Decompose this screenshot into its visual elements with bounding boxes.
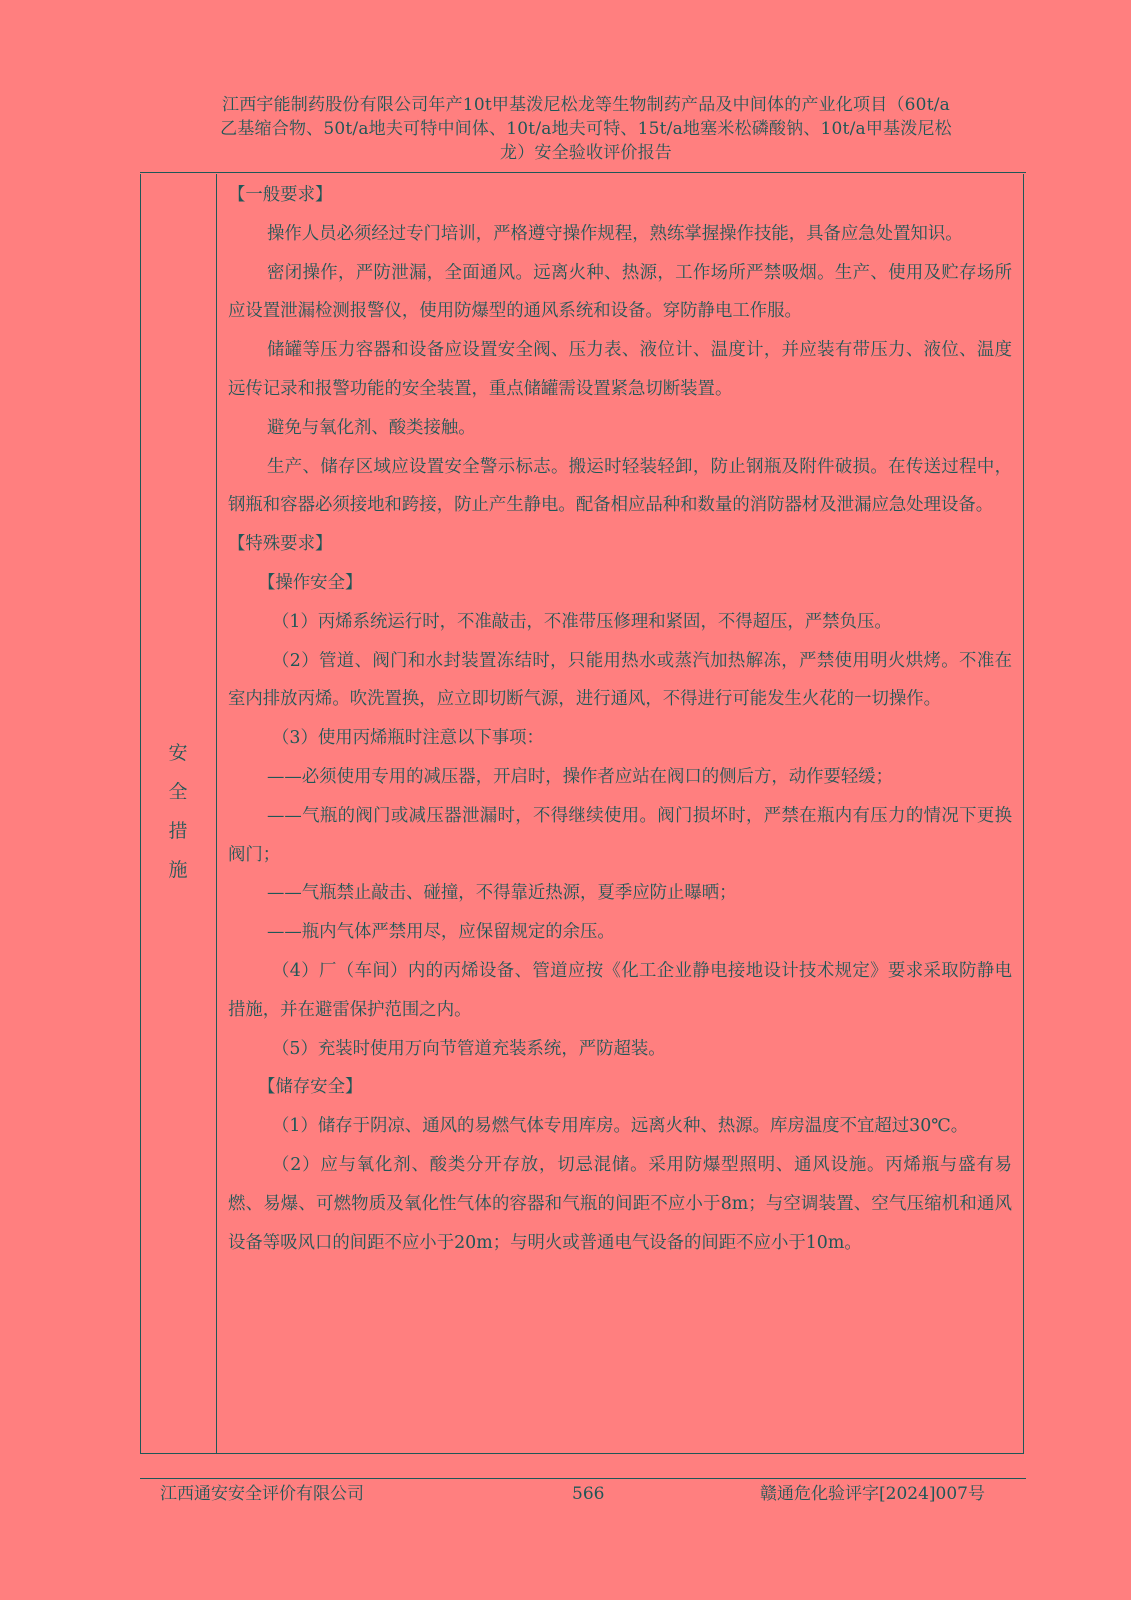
operation-safety-heading: 【操作安全】 (258, 572, 363, 593)
side-label-char: 施 (168, 859, 188, 881)
paragraph: 避免与氧化剂、酸类接触。 (267, 417, 476, 438)
general-requirements-heading: 【一般要求】 (228, 185, 333, 205)
paragraph: 储罐等压力容器和设备应设置安全阀、压力表、液位计、温度计，并应装有带压力、液位、温度远传记录和报警功能的安全装置，重点储罐需设置紧急切断装置。 (228, 340, 1012, 399)
header-title-line-3: 龙）安全验收评价报告 (500, 143, 672, 163)
paragraph: ——瓶内气体严禁用尽，应保留规定的余压。 (267, 922, 615, 943)
paragraph: （5）充装时使用万向节管道充装系统，严防超装。 (272, 1038, 666, 1059)
footer-document-number: 赣通危化验评字[2024]007号 (760, 1484, 985, 1504)
side-label-safety-measures (140, 734, 216, 890)
paragraph: ——必须使用专用的减压器，开启时，操作者应站在阀口的侧后方，动作要轻缓； (267, 766, 894, 787)
paragraph: （2）管道、阀门和水封装置冻结时，只能用热水或蒸汽加热解冻，严禁使用明火烘烤。不准在室内排放丙烯。吹洗置换，应立即切断气源，进行通风，不得进行可能发生火花的一切操作。 (228, 650, 1012, 710)
header-rule (140, 172, 1026, 173)
header-title-line-2: 乙基缩合物、50t/a地夫可特中间体、10t/a地夫可特、15t/a地塞米松磷酸钠、10t/a甲基泼尼松 (220, 119, 952, 139)
paragraph: ——气瓶禁止敲击、碰撞，不得靠近热源，夏季应防止曝晒； (267, 883, 737, 904)
special-requirements-heading: 【特殊要求】 (228, 534, 333, 555)
paragraph: 生产、储存区域应设置安全警示标志。搬运时轻装轻卸，防止钢瓶及附件破损。在传送过程中，钢瓶和容器必须接地和跨接，防止产生静电。配备相应品种和数量的消防器材及泄漏应急处理设备。 (228, 456, 1012, 516)
page-header (150, 93, 1022, 165)
paragraph: （3）使用丙烯瓶时注意以下事项： (272, 728, 544, 749)
footer-company: 江西通安安全评价有限公司 (160, 1484, 364, 1504)
paragraph: （1）储存于阴凉、通风的易燃气体专用库房。远离火种、热源。库房温度不宜超过30℃。 (272, 1116, 969, 1137)
side-label-char: 措 (168, 820, 188, 842)
paragraph: （1）丙烯系统运行时，不准敲击，不准带压修理和紧固，不得超压，严禁负压。 (272, 611, 892, 632)
paragraph: 操作人员必须经过专门培训，严格遵守操作规程，熟练掌握操作技能，具备应急处置知识。 (267, 223, 963, 244)
side-label-char: 安 (168, 742, 188, 764)
paragraph: ——气瓶的阀门或减压器泄漏时，不得继续使用。阀门损坏时，严禁在瓶内有压力的情况下更换阀门； (228, 805, 1012, 865)
storage-safety-heading: 【储存安全】 (258, 1077, 363, 1098)
page-number: 566 (572, 1484, 605, 1504)
footer-rule (140, 1478, 1026, 1479)
header-title-line-1: 江西宇能制药股份有限公司年产10t甲基泼尼松龙等生物制药产品及中间体的产业化项目（60t/a (222, 95, 950, 115)
paragraph: 密闭操作，严防泄漏，全面通风。远离火种、热源，工作场所严禁吸烟。生产、使用及贮存场所应设置泄漏检测报警仪，使用防爆型的通风系统和设备。穿防静电工作服。 (228, 262, 1012, 322)
paragraph: （4）厂（车间）内的丙烯设备、管道应按《化工企业静电接地设计技术规定》要求采取防静电措施，并在避雷保护范围之内。 (228, 960, 1012, 1020)
side-label-char: 全 (168, 781, 188, 803)
paragraph: （2）应与氧化剂、酸类分开存放，切忌混储。采用防爆型照明、通风设施。丙烯瓶与盛有易燃、易爆、可燃物质及氧化性气体的容器和气瓶的间距不应小于8m；与空调装置、空气压缩机和通风设备等吸风口的间距不应小于20m；与明火或普通电气设备的间距不应小于10m。 (228, 1154, 1012, 1253)
measures-content (228, 176, 1012, 1262)
table-column-divider (216, 174, 217, 1454)
